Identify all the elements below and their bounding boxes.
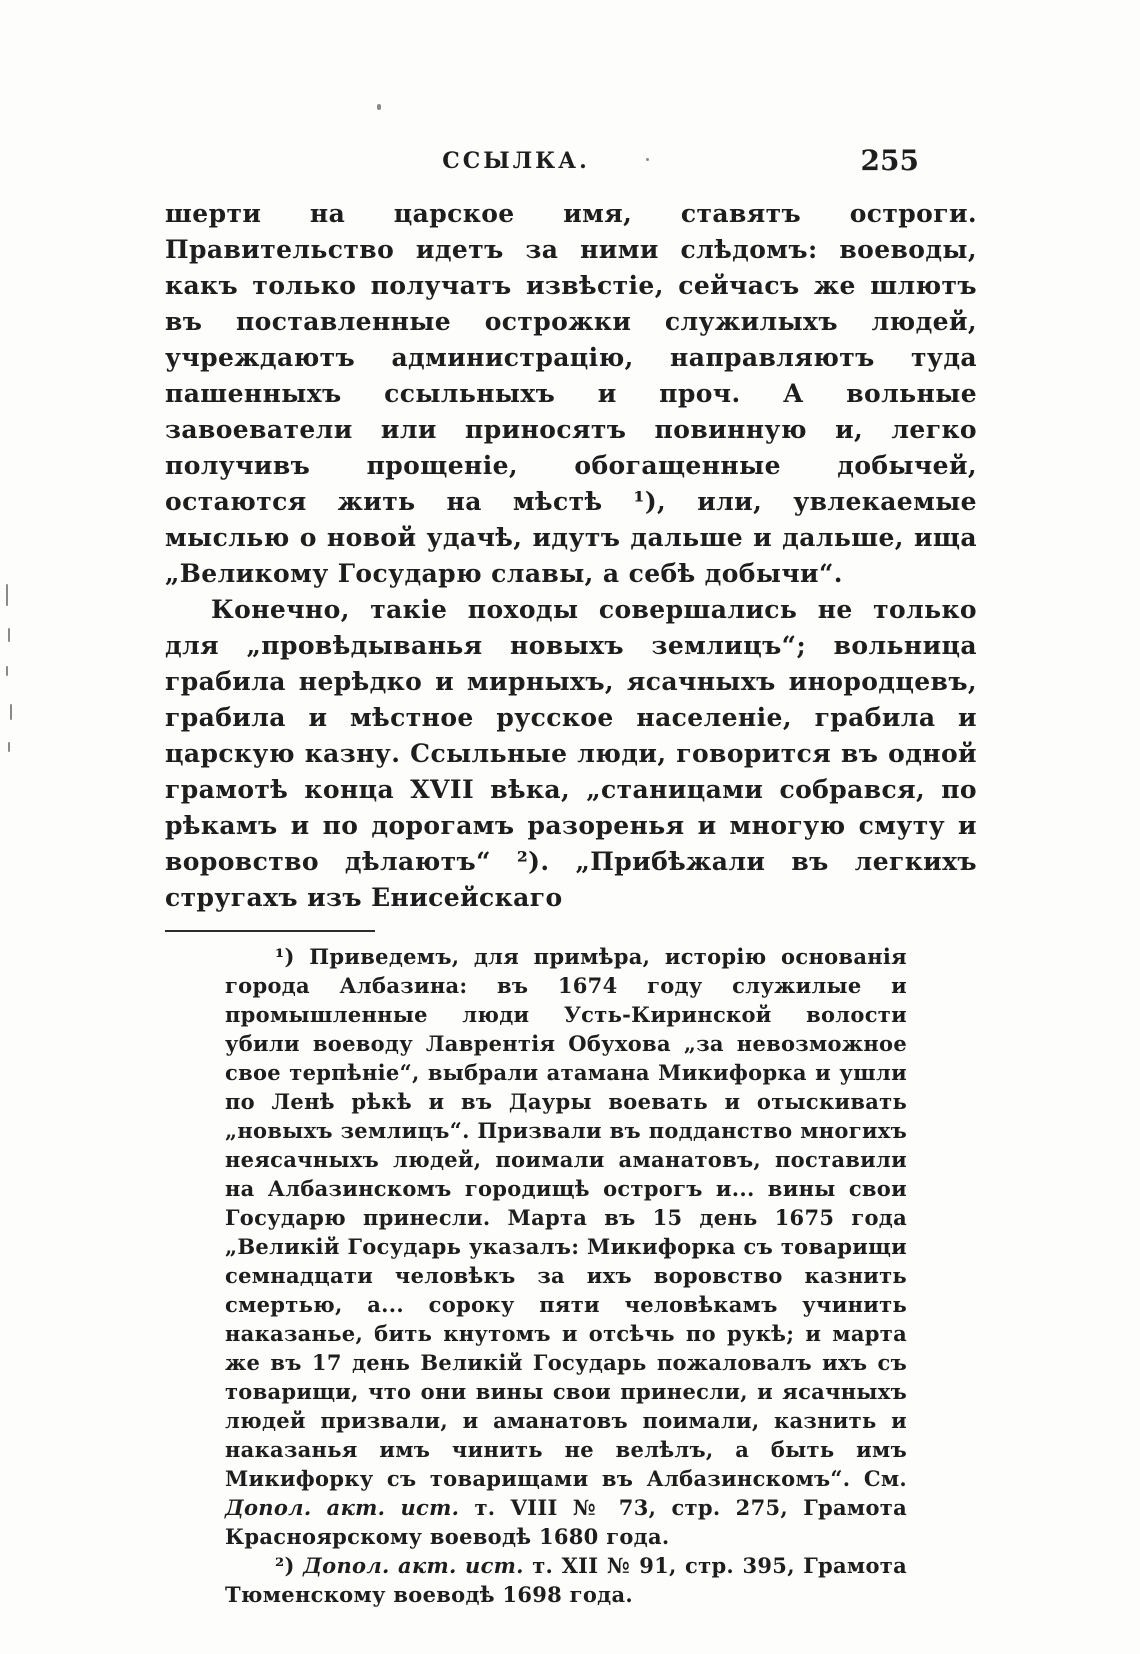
scan-artifact (8, 742, 10, 752)
scan-artifact (10, 704, 12, 720)
footnote-2-reference: т. XII № 91, стр. 395, Грамота Тюменскому воеводѣ 1698 года. (225, 1553, 907, 1607)
footnote-1 (225, 942, 907, 1551)
footnotes (225, 942, 907, 1609)
page-header (165, 144, 977, 188)
footnote-separator (165, 930, 375, 932)
footnote-1-text: ¹) Приведемъ, для примѣра, исторію основанія города Албазина: въ 1674 году служилые и промышленные люди Усть-Киринской волости убили воеводу Лаврентія Обухова „за невозможное свое терпѣніе“, выбрали атамана Микифорка и ушли по Ленѣ рѣкѣ и въ Дауры воевать и отыскивать „новыхъ землицъ“. Призвали въ подданство многихъ неясачныхъ людей, поимали аманатовъ, поставили на Албазинскомъ городищѣ острогъ и... вины свои Государю принесли. Марта въ 15 день 1675 года „Великій Государь указалъ: Микифорка съ товарищи семнадцати человѣкъ за ихъ воровство казнить смертью, а... сороку пяти человѣкамъ учинить наказанье, бить кнутомъ и отсѣчь по рукѣ; и марта же въ 17 день Великій Государь пожаловалъ ихъ съ товарищи, что они вины свои принесли, и ясачныхъ людей призвали, и аманатовъ поимали, казнить и наказанья имъ чинить не велѣлъ, а быть имъ Микифорку съ товарищами въ Албазинскомъ“. См. (225, 944, 907, 1491)
scan-artifact (8, 628, 10, 642)
footnote-2-text: ²) (275, 1553, 304, 1578)
footnote-2-citation: Допол. акт. ист. (303, 1553, 524, 1578)
paragraph: Конечно, такіе походы совершались не только для „провѣдыванья новыхъ землицъ“; вольница грабила нерѣдко и мирныхъ, ясачныхъ инородцевъ, грабила и мѣстное русское населеніе, грабила и царскую казну. Ссыльные люди, говорится въ одной грамотѣ конца XVII вѣка, „станицами собрався, по рѣкамъ и по дорогамъ разоренья и многую смуту и воровство дѣлаютъ“ ²). „Прибѣжали въ легкихъ стругахъ изъ Енисейскаго (165, 595, 977, 912)
footnote-2 (225, 1551, 907, 1609)
scan-artifact (377, 104, 381, 110)
page-number: 255 (860, 144, 919, 177)
footnote-1-citation: Допол. акт. ист. (225, 1495, 460, 1520)
scan-artifact (6, 584, 8, 606)
running-title: ССЫЛКА. (442, 148, 590, 174)
paragraph: шерти на царское имя, ставятъ остроги. Правительство идетъ за ними слѣдомъ: воеводы, какъ только получатъ извѣстіе, сейчасъ же шлютъ въ поставленные острожки служилыхъ людей, учреждаютъ администрацію, направляютъ туда пашенныхъ ссыльныхъ и проч. А вольные завоеватели или приносятъ повинную и, легко получивъ прощеніе, обогащенные добычей, остаются жить на мѣстѣ ¹), или, увлекаемые мыслью о новой удачѣ, идутъ дальше и дальше, ища „Великому Государю славы, а себѣ добычи“. (165, 199, 977, 588)
footnote-1-reference: т. VIII № 73, стр. 275, Грамота Красноярскому воеводѣ 1680 года. (225, 1495, 907, 1549)
scan-artifact (6, 666, 8, 676)
body-text (165, 196, 977, 916)
text-block (165, 144, 977, 1609)
